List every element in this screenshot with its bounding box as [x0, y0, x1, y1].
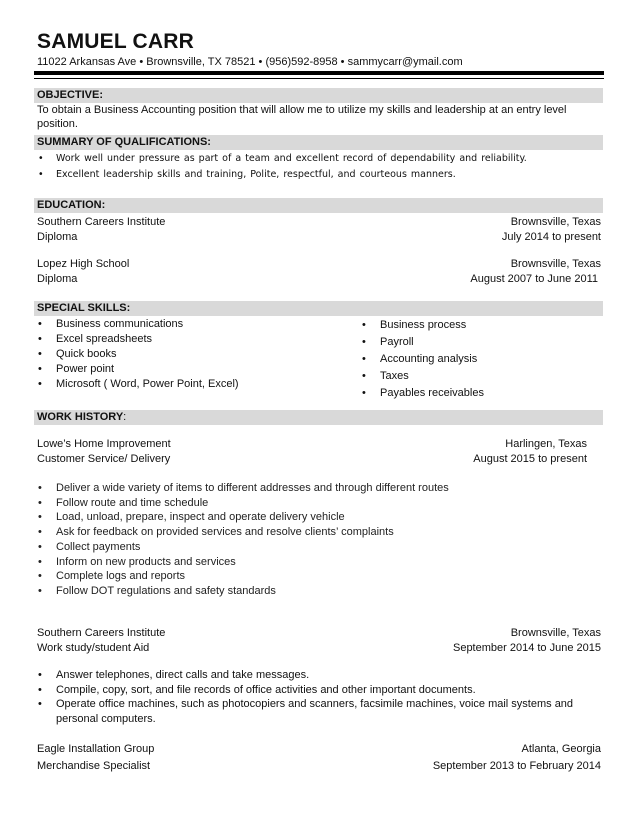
- contact-line: 11022 Arkansas Ave • Brownsville, TX 78521 • (956)592-8958 • sammycarr@ymail.com: [37, 56, 463, 68]
- list-item: • Complete logs and reports: [37, 569, 601, 584]
- list-item: • Inform on new products and services: [37, 555, 601, 570]
- education-heading: EDUCATION:: [34, 198, 603, 213]
- education-dates: August 2007 to June 2011: [470, 273, 598, 285]
- job-header: [37, 437, 587, 451]
- list-item: • Deliver a wide variety of items to different addresses and through different routes: [37, 481, 601, 496]
- list-item: • Business communications: [37, 317, 337, 332]
- applicant-name: SAMUEL CARR: [37, 30, 194, 53]
- qualifications-heading: SUMMARY OF QUALIFICATIONS:: [34, 135, 603, 150]
- job-subheader: [37, 759, 601, 773]
- job-title: Merchandise Specialist: [37, 760, 151, 772]
- education-entry-detail: [37, 272, 601, 286]
- job-duties-list: [37, 481, 601, 599]
- job-location: Harlingen, Texas: [505, 438, 587, 450]
- header-rule-thick: [34, 71, 604, 75]
- school-name: Southern Careers Institute: [37, 216, 166, 228]
- employer-name: Eagle Installation Group: [37, 743, 155, 755]
- education-dates: July 2014 to present: [501, 231, 601, 243]
- header-rule-thin: [34, 78, 604, 79]
- job-subheader: [37, 641, 601, 655]
- work-heading: [34, 410, 603, 425]
- job-header: [37, 742, 601, 756]
- school-location: Brownsville, Texas: [510, 258, 601, 270]
- job-location: Atlanta, Georgia: [521, 743, 601, 755]
- skills-list-right: [361, 317, 601, 402]
- skills-heading: SPECIAL SKILLS:: [34, 301, 603, 316]
- list-item: • Excel spreadsheets: [37, 332, 337, 347]
- job-title: Work study/student Aid: [37, 642, 150, 654]
- qualifications-list: [37, 151, 601, 183]
- degree: Diploma: [37, 273, 78, 285]
- education-entry: [37, 257, 601, 271]
- list-item: • Excellent leadership skills and training, Polite, respectful, and courteous manners.: [37, 167, 601, 183]
- list-item: • Work well under pressure as part of a team and excellent record of dependability and reliability.: [37, 151, 601, 167]
- degree: Diploma: [37, 231, 78, 243]
- list-item: • Payroll: [361, 334, 601, 351]
- list-item: • Payables receivables: [361, 385, 601, 402]
- list-item: • Quick books: [37, 347, 337, 362]
- list-item: • Answer telephones, direct calls and take messages.: [37, 668, 597, 683]
- employer-name: Lowe’s Home Improvement: [37, 438, 171, 450]
- list-item: • Taxes: [361, 368, 601, 385]
- list-item: • Ask for feedback on provided services and resolve clients’ complaints: [37, 525, 601, 540]
- list-item: • Power point: [37, 362, 337, 377]
- job-location: Brownsville, Texas: [510, 627, 601, 639]
- job-header: [37, 626, 601, 640]
- school-location: Brownsville, Texas: [510, 216, 601, 228]
- job-duties-list: [37, 668, 597, 726]
- education-entry: [37, 215, 601, 229]
- list-item: • Microsoft ( Word, Power Point, Excel): [37, 377, 337, 392]
- objective-heading: OBJECTIVE:: [34, 88, 603, 103]
- job-dates: August 2015 to present: [473, 453, 587, 465]
- list-item: • Follow DOT regulations and safety standards: [37, 584, 601, 599]
- job-dates: September 2014 to June 2015: [452, 642, 601, 654]
- education-entry-detail: [37, 230, 601, 244]
- list-item: • Follow route and time schedule: [37, 496, 601, 511]
- work-heading-colon: :: [123, 411, 127, 423]
- employer-name: Southern Careers Institute: [37, 627, 166, 639]
- objective-text: To obtain a Business Accounting position that will allow me to utilize my skills and leadership at an entry level position.: [37, 104, 567, 130]
- skills-list-left: [37, 317, 337, 392]
- school-name: Lopez High School: [37, 258, 130, 270]
- job-subheader: [37, 452, 587, 466]
- list-item: • Business process: [361, 317, 601, 334]
- job-dates: September 2013 to February 2014: [432, 760, 601, 772]
- list-item: • Compile, copy, sort, and file records of office activities and other important documents.: [37, 683, 597, 698]
- list-item: • Collect payments: [37, 540, 601, 555]
- job-title: Customer Service/ Delivery: [37, 453, 171, 465]
- list-item: • Load, unload, prepare, inspect and operate delivery vehicle: [37, 510, 601, 525]
- list-item: • Accounting analysis: [361, 351, 601, 368]
- list-item: • Operate office machines, such as photocopiers and scanners, facsimile machines, voice mail systems and personal computers.: [37, 697, 597, 726]
- work-heading-text: WORK HISTORY: [37, 411, 124, 423]
